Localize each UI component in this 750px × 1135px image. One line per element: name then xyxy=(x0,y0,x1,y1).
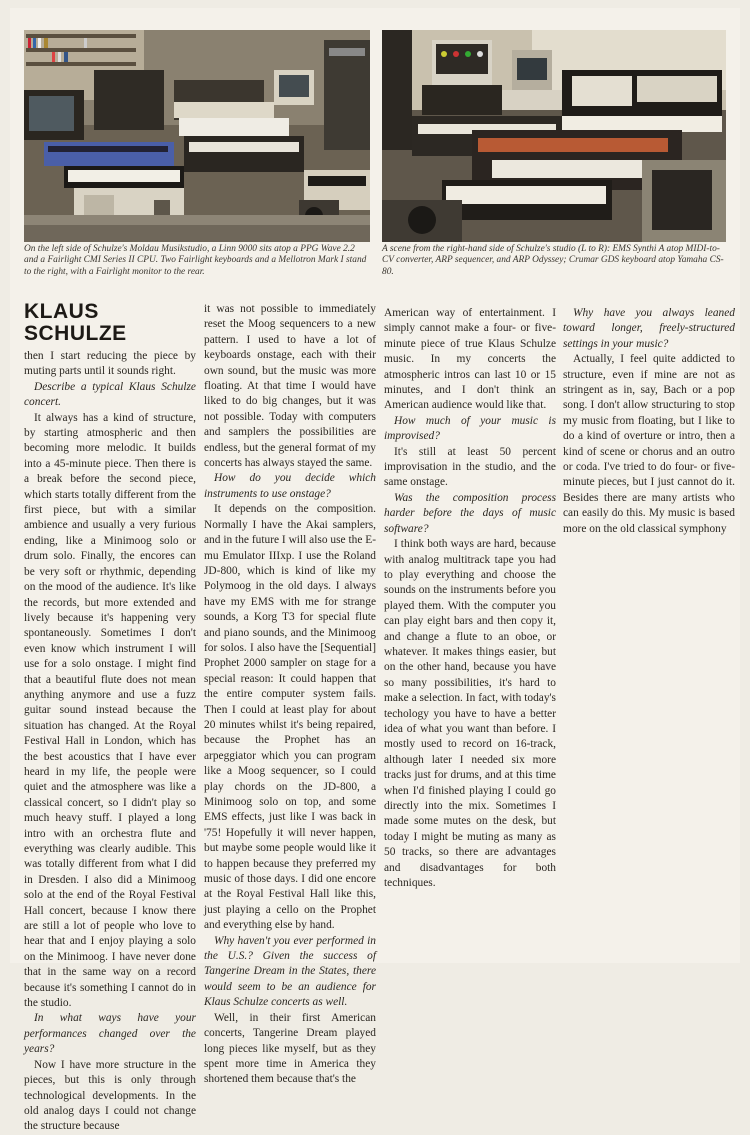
answer-paragraph: then I start reducing the piece by muting parts until it sounds right. xyxy=(24,350,196,378)
continued-paragraph: it was not possible to immediately reset the Moog sequencers to a new pattern. I used to have a lot of keyboards onstage, each with their own sound, but the music was more floating. At that time I would have liked to do big changes, but it was not possible. Today with computers and samplers the possibilities are endless, but the general format of my concerts has always stayed the same. xyxy=(204,303,376,470)
answer-paragraph: Well, in their first American concerts, Tangerine Dream played long pieces like myself, but as they spent more time in America they shortened them because that's the xyxy=(204,1011,376,1086)
question-paragraph: Why have you always leaned toward longer, freely-structured settings in your music? xyxy=(563,307,735,350)
question-paragraph: How much of your music is improvised? xyxy=(384,414,556,443)
answer-paragraph: It always has a kind of structure, by starting atmospheric and then becoming more melodic. It builds into a 45-minute piece. Then there is a break before the second piece, which starts totally different from the first piece, but with a similar ambience and usually a very furious ending, like a Minimoog solo or drum solo. Finally, the encores can be very soft or rhythmic, depending on the mood of the audience. It's like the records, but more extended and lively because it's happening very spontaneously. Sometimes I don't even know which instrument I will use for a solo onstage. I might find that a beautiful flute does not mean anything anymore and use a fuzz guitar sound instead because the situation has changed. At the Royal Festival Hall in London, which has the best acoustics that I have ever heard in my life, the people were quiet and the atmosphere was like a classical concert, so I didn't play so much heavy stuff. I played a long intro with an orchestra flute and everything was clearly audible. This was totally different from what I did in Dresden. I also did a Minimoog solo at the end of the Royal Festival Hall concert, because I know there are still a lot of people who love to hear that and I enjoy playing a solo on the Minimoog. I have never done that in the same way on a record because it's something I cannot do in the studio. xyxy=(24,411,196,1010)
question-paragraph: How do you decide which instruments to use onstage? xyxy=(204,472,376,500)
question-paragraph: Why haven't you ever performed in the U.S.? Given the success of Tangerine Dream in the States, there would seem to be an audience for Klaus Schulze concerts as well. xyxy=(204,934,376,1009)
photo-caption-left: On the left side of Schulze's Moldau Musikstudio, a Linn 9000 sits atop a PPG Wave 2.2 and a Fairlight CMI Series II CPU. Two Fairlight keyboards and a Mellotron Mark I stand to the right, with a Fairlight monitor to the rear. xyxy=(24,244,367,277)
answer-paragraph: It's still at least 50 percent improvisation in the studio, and the same onstage. xyxy=(384,445,556,489)
answer-paragraph: Now I have more structure in the pieces, but this is only through technological developments. In the old analog days I could not change the structure because xyxy=(24,1058,196,1133)
article-column-2 xyxy=(204,302,376,1088)
magazine-page xyxy=(10,8,740,1133)
article-column-4 xyxy=(563,306,735,537)
studio-right-photo xyxy=(382,30,726,242)
answer-paragraph: It depends on the composition. Normally I have the Akai samplers, and in the future I will also use the E-mu Emulator IIIxp. I use the Roland JD-800, which is kind of like my Polymoog in the old days. I always have my EMS with me for strange sounds, a Korg T3 for special flute and piano sounds, and the Minimoog for solos. I also have the [Sequential] Prophet 2000 sampler on stage for a special reason: It could happen that the entire computer system fails. Then I could at least play for about 20 minutes whilst it's being repaired, because the Prophet has an arpeggiator which you can program like a Moog sequencer, so I could play chords on the JD-800, a Minimoog solo on top, and some EMS effects, just like I was back in '75! Hopefully it will never happen, but maybe some people would like it to happen because they preferred my music of those days. I did one encore at the Royal Festival Hall like this, just playing a cello on the Prophet and everything else by hand. xyxy=(204,503,376,932)
answer-paragraph: Actually, I feel quite addicted to structure, even if mine are not as stringent as in, say, Bach or a pop song. I don't allow structuring to stop my music from floating, but I like to do a kind of overture or intro, then a kind of scene or chorus and an outro or coda. I've tried to do four- or five-minute pieces, but I just cannot do it. Besides there are many artists who can easily do this. My music is based more on the old classical symphony xyxy=(563,353,735,535)
question-paragraph: Describe a typical Klaus Schulze concert. xyxy=(24,380,196,409)
photo-caption-right: A scene from the right-hand side of Schulze's studio (L to R): EMS Synthi A atop MIDI-to-CV converter, ARP sequencer, and ARP Odyssey; Crumar GDS keyboard atop Yamaha CS-80. xyxy=(382,244,724,277)
article-column-3 xyxy=(384,306,556,891)
article-column-1 xyxy=(24,302,196,1135)
question-paragraph: In what ways have your performances changed over the years? xyxy=(24,1012,196,1056)
answer-paragraph: I think both ways are hard, because with analog multitrack tape you had to play everything and choose the sounds on the instruments before you played them. With the computer you can play eight bars and then copy it, and change a flute to an oboe, or whatever. It makes things easier, but on the other hand, because you have so many possibilities, it's hard to make a selection. In fact, with today's techology you have to have a better idea of what you want than before. I mostly used to record on 16-track, although later I needed six more tracks just for drums, and at this time when I'd finished playing I could go directly into the mix. Sometimes I made some mutes on the desk, but today I might be muting as many as 50 tracks, so there are advantages and disadvantages for both techniques. xyxy=(384,538,556,890)
continued-paragraph: American way of entertainment. I simply cannot make a four- or five-minute piece of true Klaus Schulze music. In my concerts the atmospheric intros can last 10 or 15 minutes, and I don't think an American audience would like that. xyxy=(384,307,556,412)
question-paragraph: Was the composition process harder before the days of music software? xyxy=(384,491,556,535)
article-headline: KLAUS SCHULZE xyxy=(24,300,127,345)
studio-left-photo xyxy=(24,30,370,242)
